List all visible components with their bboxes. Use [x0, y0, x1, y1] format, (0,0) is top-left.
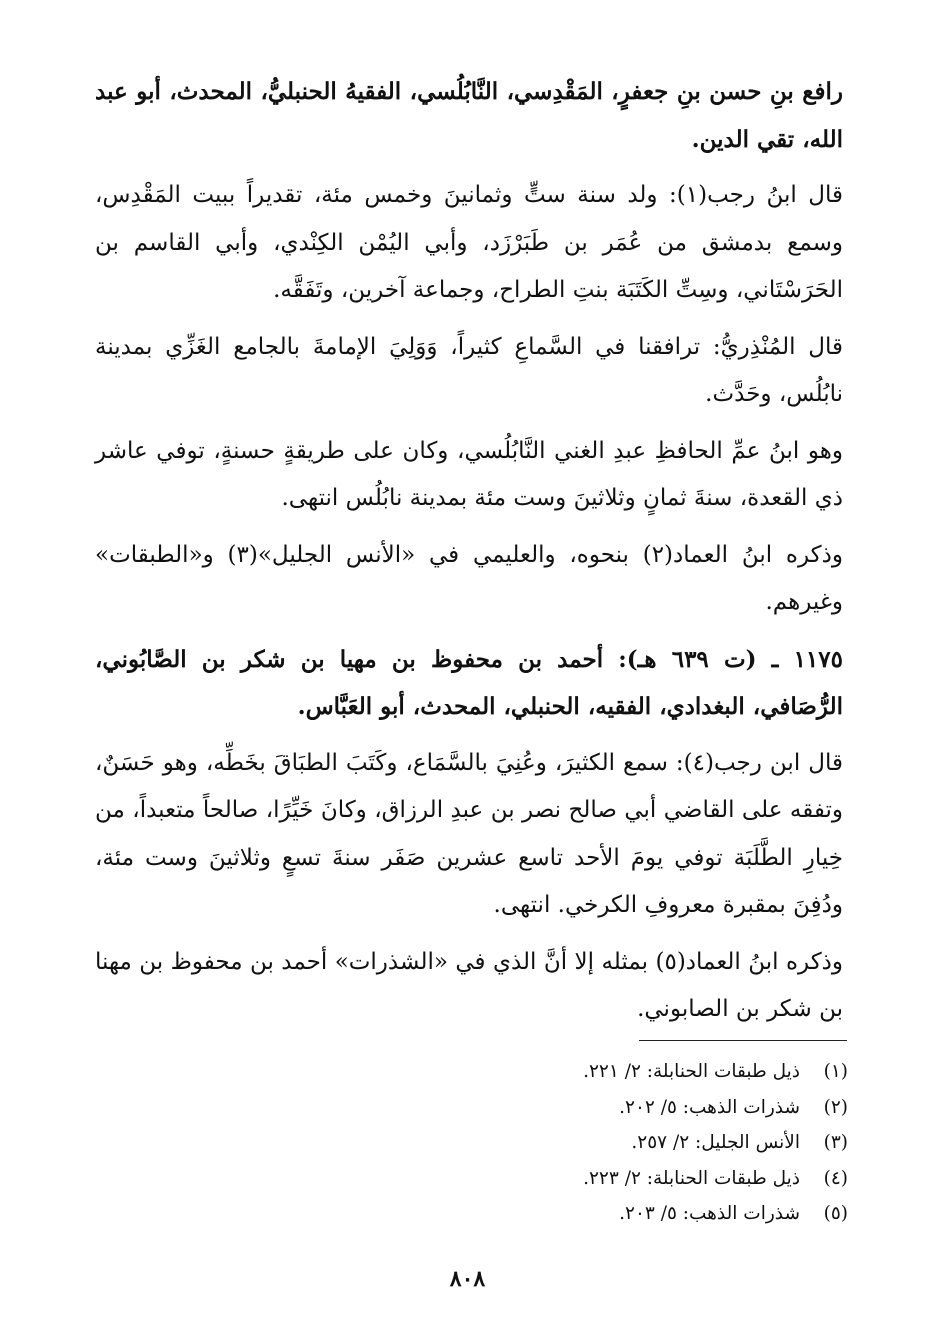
- footnote-number: (٢): [823, 1096, 848, 1118]
- paragraph: قال المُنْذِريُّ: ترافقنا في السَّماعِ كثيراً، وَوَلِيَ الإمامةَ بالجامع الغَزِّي بمدينة نابُلُس، وحَدَّث.: [95, 333, 843, 407]
- footnote-item: [520, 1161, 848, 1197]
- paragraph: وذكره ابنُ العماد(٢) بنحوه، والعليمي في «الأنس الجليل»(٣) و«الطبقات» وغيرهم.: [95, 541, 843, 615]
- footnote-text: ذيل طبقات الحنابلة: ٢/ ٢٢٣.: [583, 1167, 800, 1189]
- entry-heading-1175: ١١٧٥ ـ (ت ٦٣٩ هـ): أحمد بن محفوظ بن مهيا بن شكر بن الصَّابُوني، الرُّصَافي، البغدادي، الفقيه، الحنبلي، المحدث، أبو العَبَّاس.: [95, 645, 843, 720]
- footnote-item: [520, 1125, 848, 1161]
- footnote-item: [520, 1054, 848, 1090]
- footnote-text: شذرات الذهب: ٥/ ٢٠٢.: [619, 1096, 800, 1118]
- footnote-text: ذيل طبقات الحنابلة: ٢/ ٢٢١.: [583, 1061, 800, 1083]
- footnote-text: شذرات الذهب: ٥/ ٢٠٣.: [619, 1203, 800, 1225]
- footnote-number: (٤): [823, 1167, 848, 1189]
- footnote-text: الأنس الجليل: ٢/ ٢٥٧.: [631, 1132, 800, 1154]
- footnote-item: [520, 1090, 848, 1126]
- page-number: ٨٠٨: [449, 1266, 486, 1292]
- footnotes: [520, 1054, 848, 1232]
- paragraph: قال ابن رجب(٤): سمع الكثيرَ، وعُنِيَ بالسَّمَاع، وكَتَبَ الطبَاقَ بخَطِّه، وهو حَسَنٌ، وتفقه على القاضي أبي صالح نصر بن عبدِ الرزاق، وكانَ خَيِّرًا، صالحاً متعبداً، من خِيارِ الطَّلَبَة توفي يومَ الأحد تاسع عشرين صَفَر سنةَ تسعٍ وثلاثينَ وست مئة، ودُفِنَ بمقبرة معروفِ الكرخي. انتهى.: [95, 749, 843, 918]
- footnote-item: [520, 1196, 848, 1232]
- paragraph: قال ابنُ رجب(١): ولد سنة ستٍّ وثمانينَ وخمس مئة، تقديراً ببيت المَقْدِس، وسمع بدمشق من عُمَر بن طَبَرْزَد، وأبي اليُمْن الكِنْدي، وأبي القاسم بن الحَرَسْتَاني، وسِتِّ الكَتَبَة بنتِ الطراح، وجماعة آخرين، وتَفَقَّه.: [95, 182, 843, 303]
- footnote-number: (٥): [823, 1203, 848, 1225]
- paragraph: وهو ابنُ عمِّ الحافظِ عبدِ الغني النَّابُلُسي، وكان على طريقةٍ حسنةٍ، توفي عاشر ذي القعدة، سنةَ ثمانٍ وثلاثينَ وست مئة بمدينة نابُلُس انتهى.: [95, 437, 843, 511]
- footnote-separator: [639, 1040, 847, 1041]
- footnote-number: (١): [823, 1061, 848, 1083]
- paragraph-biography-heading: رافع بنِ حسن بنِ جعفرٍ، المَقْدِسي، النَّابُلُسي، الفقيهُ الحنبليُّ، المحدث، أبو عبد الله، تقي الدين.: [95, 78, 843, 153]
- paragraph: وذكره ابنُ العماد(٥) بمثله إلا أنَّ الذي في «الشذرات» أحمد بن محفوظ بن مهنا بن شكر بن الصابوني.: [95, 948, 843, 1022]
- footnote-number: (٣): [823, 1132, 848, 1154]
- page-body: [95, 68, 843, 1043]
